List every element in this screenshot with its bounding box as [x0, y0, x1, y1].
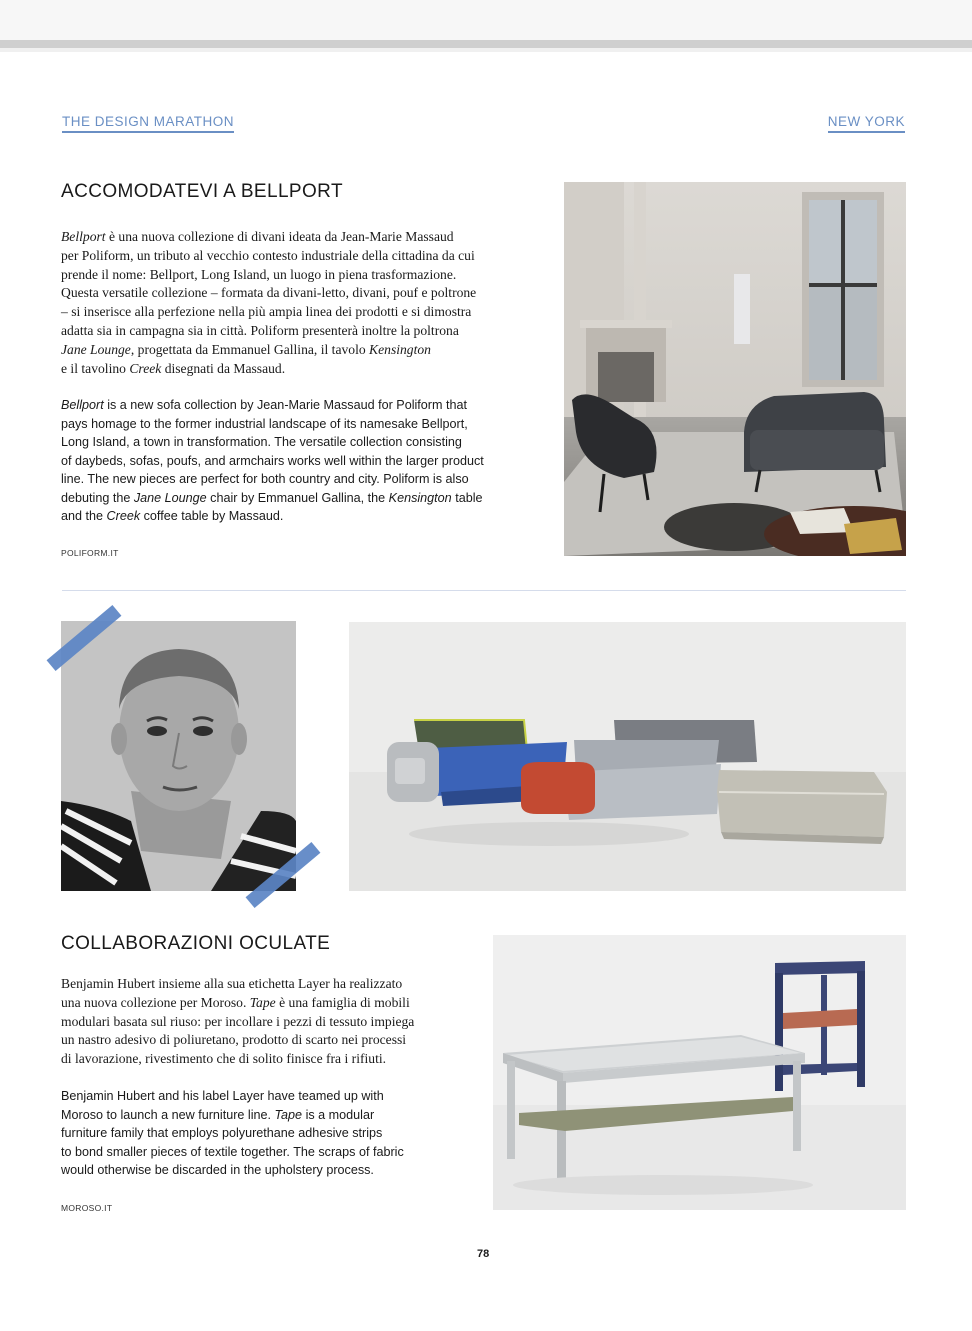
city-kicker: NEW YORK [828, 114, 905, 133]
article1-title: ACCOMODATEVI A BELLPORT [61, 181, 343, 202]
section-kicker: THE DESIGN MARATHON [62, 114, 234, 133]
portrait-photo [61, 621, 296, 891]
article1-english-text: Bellport is a new sofa collection by Jean-Marie Massaud for Poliform that pays homage to the former industrial landscape of its namesake Bellport, Long Island, a town in transformation. The versatile collection consisting of daybeds, sofas, poufs, and armchairs works well within the larger product line. The new pieces are perfect for both country and city. Poliform is also debuting the Jane Lounge chair by Emmanuel Gallina, the Kensington table and the Creek coffee table by Massaud. [61, 398, 484, 523]
article2-italian-text: Benjamin Hubert insieme alla sua etichetta Layer ha realizzato una nuova collezione per Moroso. Tape è una famiglia di mobili modulari basata sul riuso: per incollare i pezzi di tessuto impiega un nastro adesivo di poliuretano, prodotto di scarto nei processi di lavorazione, rivestimento che di solito finisce fra i rifiuti. [61, 976, 415, 1067]
living-room-photo [564, 182, 906, 556]
modular-sofa-photo [349, 622, 906, 891]
article1-source: POLIFORM.IT [61, 548, 119, 558]
article1-italian-text: Bellport è una nuova collezione di divani ideata da Jean-Marie Massaud per Poliform, un tributo al vecchio contesto industriale della cittadina da cui prende il nome: Bellport, Long Island, un luogo in piena trasformazione. Questa versatile collezione – formata da divani-letto, divani, pouf e poltrone – si inserisce alla perfezione nella più ampia linea dei prodotti e si dimostra adatta sia in campagna sia in città. Poliform presenterà inoltre la poltrona Jane Lounge, progettata da Emmanuel Gallina, il tavolo Kensington e il tavolino Creek disegnati da Massaud. [61, 229, 477, 376]
tables-photo [493, 935, 906, 1210]
page-number: 78 [477, 1248, 490, 1260]
article2-english-text: Benjamin Hubert and his label Layer have teamed up with Moroso to launch a new furniture line. Tape is a modular furniture family that employs polyurethane adhesive strips to bond smaller pieces of textile together. The scraps of fabric would otherwise be discarded in the upholstery process. [61, 1089, 404, 1177]
section-divider [62, 590, 906, 591]
article2-source: MOROSO.IT [61, 1203, 113, 1213]
article2-title: COLLABORAZIONI OCULATE [61, 933, 331, 954]
scan-top-edge [0, 0, 972, 52]
